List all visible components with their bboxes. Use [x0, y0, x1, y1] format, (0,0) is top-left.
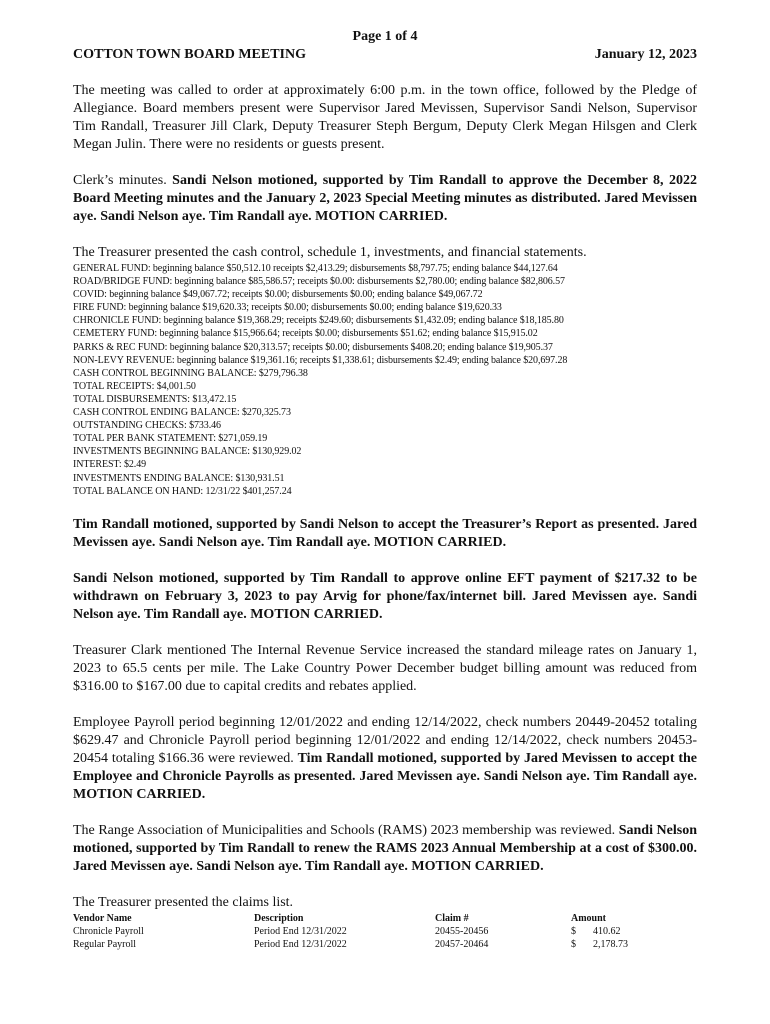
- financial-line: CASH CONTROL ENDING BALANCE: $270,325.73: [73, 407, 291, 419]
- claim-number: 20457-20464: [435, 938, 489, 950]
- financial-report: [73, 262, 697, 498]
- currency-symbol: $: [571, 925, 576, 937]
- meeting-date: January 12, 2023: [594, 47, 697, 62]
- financial-line: CEMETERY FUND: beginning balance $15,966.64; receipts $0.00; disbursements $51.62; ending balance $15,915.02: [73, 328, 538, 340]
- claim-vendor: Chronicle Payroll: [73, 925, 144, 937]
- claim-description: Period End 12/31/2022: [254, 938, 347, 950]
- currency-symbol: $: [571, 938, 576, 950]
- rams-motion: Sandi Nelson motioned, supported by Tim Randall to renew the RAMS 2023 Annual Membership at a cost of $300.00. Jared Mevissen aye. Sandi Nelson aye. Tim Randall aye. MOTION CARRIED.: [73, 822, 697, 874]
- page-number: Page 1 of 4: [352, 29, 418, 44]
- financial-line: ROAD/BRIDGE FUND: beginning balance $85,586.57; receipts $0.00: disbursements $2,780.00; ending balance $82,806.57: [73, 276, 565, 288]
- payroll-text: Employee Payroll period beginning 12/01/2022 and ending 12/14/2022, check numbers 20449-20452 totaling $629.47 and Chronicle Payroll period beginning 12/01/2022 and ending 12/14/2022, check numbers 20453-20454 totaling $166.36 were reviewed.: [73, 714, 697, 766]
- column-header-amount: Amount: [571, 912, 607, 924]
- claim-number: 20455-20456: [435, 925, 489, 937]
- financial-line: PARKS & REC FUND: beginning balance $20,313.57; receipts $0.00; disbursements $408.20; ending balance $19,905.37: [73, 341, 553, 353]
- eft-payment-motion: Sandi Nelson motioned, supported by Tim Randall to approve online EFT payment of $217.32 to be withdrawn on February 3, 2023 to pay Arvig for phone/fax/internet bill. Jared Mevissen aye. Sandi Nelson aye. Tim Randall aye. MOTION CARRIED.: [73, 570, 697, 622]
- rams-paragraph: [73, 822, 697, 876]
- clerks-minutes-motion: Sandi Nelson motioned, supported by Tim Randall to approve the December 8, 2022 Board Meeting minutes and the January 2, 2023 Special Meeting minutes as distributed. Jared Mevissen aye. Sandi Nelson aye. Tim Randall aye. MOTION CARRIED.: [73, 173, 697, 224]
- claims-intro: The Treasurer presented the claims list.: [73, 894, 294, 910]
- financial-line: TOTAL BALANCE ON HAND: 12/31/22 $401,257.24: [73, 485, 292, 497]
- treasurer-report-motion: Tim Randall motioned, supported by Sandi Nelson to accept the Treasurer’s Report as presented. Jared Mevissen aye. Sandi Nelson aye. Tim Randall aye. MOTION CARRIED.: [73, 516, 697, 550]
- financial-line: TOTAL RECEIPTS: $4,001.50: [73, 380, 196, 392]
- claim-amount: [571, 925, 697, 938]
- rams-text: The Range Association of Municipalities and Schools (RAMS) 2023 membership was reviewed.: [73, 822, 619, 838]
- payroll-paragraph: [73, 714, 697, 804]
- financial-line: CASH CONTROL BEGINNING BALANCE: $279,796.38: [73, 367, 308, 379]
- treasurer-intro: The Treasurer presented the cash control, schedule 1, investments, and financial statements.: [73, 245, 587, 260]
- document-title: COTTON TOWN BOARD MEETING: [73, 47, 306, 62]
- column-header-vendor: Vendor Name: [73, 912, 132, 924]
- claim-amount: [571, 938, 697, 951]
- financial-line: TOTAL DISBURSEMENTS: $13,472.15: [73, 393, 237, 405]
- financial-line: INTEREST: $2.49: [73, 459, 146, 471]
- intro-paragraph: The meeting was called to order at approximately 6:00 p.m. in the town office, followed by the Pledge of Allegiance. Board members present were Supervisor Jared Mevissen, Supervisor Sandi Nelson, Supervisor Tim Randall, Treasurer Jill Clark, Deputy Treasurer Steph Bergum, Deputy Clerk Megan Hilsgen and Clerk Megan Julin. There were no residents or guests present.: [73, 83, 697, 152]
- financial-line: GENERAL FUND: beginning balance $50,512.10 receipts $2,413.29; disbursements $8,797.75; ending balance $44,127.64: [73, 263, 558, 274]
- document-page: [73, 28, 697, 951]
- amount-value: 2,178.73: [593, 938, 628, 950]
- financial-line: INVESTMENTS BEGINNING BALANCE: $130,929.02: [73, 446, 302, 458]
- document-header: [73, 46, 697, 64]
- financial-line: FIRE FUND: beginning balance $19,620.33; receipts $0.00; disbursements $0.00; ending balance $19,620.33: [73, 302, 502, 314]
- payroll-motion: Tim Randall motioned, supported by Jared Mevissen to accept the Employee and Chronicle Payrolls as presented. Jared Mevissen aye. Sandi Nelson aye. Tim Randall aye. MOTION CARRIED.: [73, 750, 698, 802]
- financial-line: CHRONICLE FUND: beginning balance $19,368.29; receipts $249.60; disbursements $1,432.09; ending balance $18,185.80: [73, 315, 564, 327]
- amount-value: 410.62: [593, 925, 621, 937]
- clerks-minutes-lead: Clerk’s minutes.: [73, 173, 173, 188]
- financial-line: OUTSTANDING CHECKS: $733.46: [73, 420, 221, 432]
- financial-line: TOTAL PER BANK STATEMENT: $271,059.19: [73, 433, 268, 445]
- claim-description: Period End 12/31/2022: [254, 925, 347, 937]
- column-header-description: Description: [254, 912, 304, 924]
- financial-line: NON-LEVY REVENUE: beginning balance $19,361.16; receipts $1,338.61; disbursements $2.49; ending balance $20,697.28: [73, 354, 568, 366]
- clerks-minutes-paragraph: [73, 172, 697, 226]
- financial-line: INVESTMENTS ENDING BALANCE: $130,931.51: [73, 472, 285, 484]
- financial-line: COVID: beginning balance $49,067.72; receipts $0.00; disbursements $0.00; ending balance $49,067.72: [73, 289, 483, 301]
- column-header-claim: Claim #: [435, 912, 469, 924]
- claims-table: [73, 912, 697, 951]
- claim-vendor: Regular Payroll: [73, 938, 137, 950]
- mileage-paragraph: Treasurer Clark mentioned The Internal Revenue Service increased the standard mileage rates on January 1, 2023 to 65.5 cents per mile. The Lake Country Power December budget billing amount was reduced from $316.00 to $167.00 due to capital credits and rebates applied.: [73, 642, 697, 694]
